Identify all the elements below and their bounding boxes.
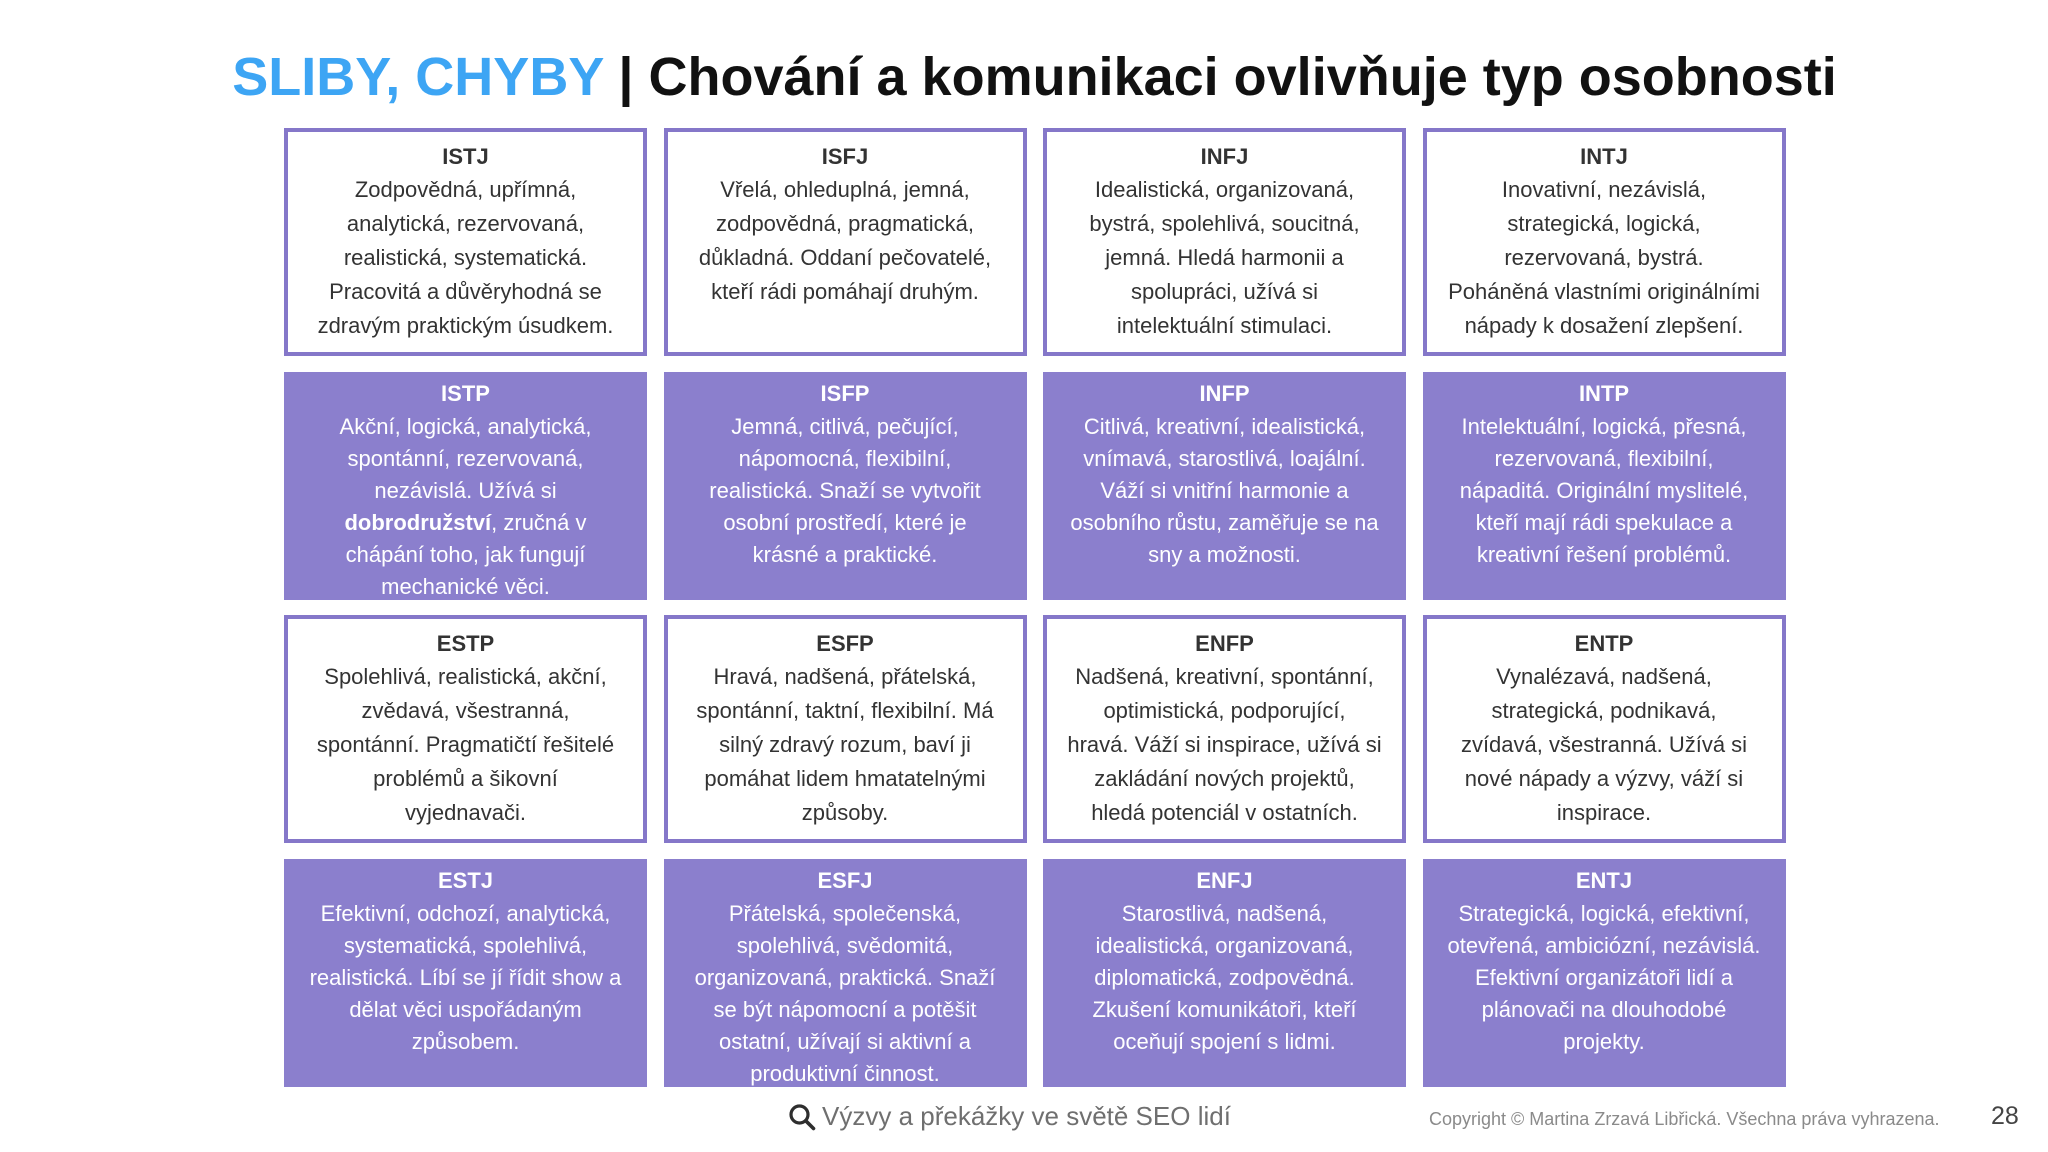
type-card-entj — [1423, 859, 1786, 1087]
card-description: Vynalézavá, nadšená, strategická, podnikavá, zvídavá, všestranná. Užívá si nové nápady a výzvy, váží si inspirace. — [1460, 664, 1748, 825]
card-type-label: ENTJ — [1575, 867, 1633, 893]
card-description: Hravá, nadšená, přátelská, spontánní, taktní, flexibilní. Má silný zdravý rozum, baví ji pomáhat lidem hmatatelnými způsoby. — [696, 664, 994, 825]
title-separator: | — [618, 47, 634, 107]
card-description: Idealistická, organizovaná, bystrá, spolehlivá, soucitná, jemná. Hledá harmonii a spolupráci, užívá si intelektuální stimulaci. — [1089, 177, 1360, 338]
type-card-istj — [284, 128, 647, 356]
type-card-infp — [1043, 372, 1406, 600]
card-type-label: INTJ — [1580, 144, 1628, 169]
type-card-isfj — [664, 128, 1027, 356]
card-type-label: INFJ — [1200, 144, 1249, 169]
card-type-label: ENFJ — [1196, 867, 1253, 893]
card-description: Intelektuální, logická, přesná, rezervovaná, flexibilní, nápaditá. Originální myslitelé, kteří mají rádi spekulace a kreativní řešení problémů. — [1459, 413, 1749, 567]
card-description-text: , zručná v chápání toho, jak fungují mechanické věci. — [345, 509, 587, 599]
card-type-label: INTP — [1578, 380, 1630, 406]
card-description: Zodpovědná, upřímná, analytická, rezervovaná, realistická, systematická. Pracovitá a důvěryhodná se zdravým praktickým úsudkem. — [317, 177, 614, 338]
card-type-label: ESFP — [816, 631, 874, 656]
card-type-label: ISTJ — [442, 144, 489, 169]
card-description: Přátelská, společenská, spolehlivá, svědomitá, organizovaná, praktická. Snaží se být nápomocní a potěšit ostatní, užívají si aktivní a produktivní činnost. — [694, 900, 996, 1086]
title-highlight: SLIBY, CHYBY — [232, 47, 604, 107]
card-description: Vřelá, ohleduplná, jemná, zodpovědná, pragmatická, důkladná. Oddaní pečovatelé, kteří rádi pomáhají druhým. — [698, 177, 992, 304]
card-description-emphasis: dobrodružství — [344, 509, 492, 535]
type-card-entp — [1423, 615, 1786, 843]
card-type-label: ENTP — [1574, 631, 1634, 656]
type-card-enfp — [1043, 615, 1406, 843]
card-type-label: ISFP — [820, 380, 870, 406]
type-card-istp — [284, 372, 647, 600]
card-description: Jemná, citlivá, pečující, nápomocná, flexibilní, realistická. Snaží se vytvořit osobní prostředí, které je krásné a praktické. — [709, 413, 981, 567]
title-text: Chování a komunikaci ovlivňuje typ osobnosti — [648, 47, 1837, 107]
card-description — [284, 411, 647, 603]
footer-tagline: Výzvy a překážky ve světě SEO lidí — [822, 1101, 1231, 1131]
type-card-isfp — [664, 372, 1027, 600]
card-description: Citlivá, kreativní, idealistická, vnímavá, starostlivá, loajální. Váží si vnitřní harmonie a osobního růstu, zaměřuje se na sny a možnosti. — [1070, 413, 1379, 567]
type-card-intj — [1423, 128, 1786, 356]
card-type-label: ESTJ — [437, 867, 494, 893]
type-card-intp — [1423, 372, 1786, 600]
slide-title — [215, 45, 1854, 109]
type-card-estp — [284, 615, 647, 843]
type-card-esfj — [664, 859, 1027, 1087]
type-card-enfj — [1043, 859, 1406, 1087]
card-type-label: ESFJ — [817, 867, 873, 893]
card-description-text: Akční, logická, analytická, spontánní, rezervovaná, nezávislá. Užívá si — [339, 413, 592, 503]
card-description: Efektivní, odchozí, analytická, systematická, spolehlivá, realistická. Líbí se jí řídit show a dělat věci uspořádaným způsobem. — [309, 900, 622, 1054]
card-type-label: ISFJ — [821, 144, 869, 169]
type-card-estj — [284, 859, 647, 1087]
card-type-label: INFP — [1199, 380, 1250, 406]
footer-copyright: Copyright © Martina Zrzavá Libřická. Všechna práva vyhrazena. — [1429, 1109, 1940, 1129]
card-type-label: ISTP — [441, 380, 490, 406]
card-description: Nadšená, kreativní, spontánní, optimistická, podporující, hravá. Váží si inspirace, užívá si zakládání nových projektů, hledá potenciál v ostatních. — [1067, 664, 1382, 825]
type-card-esfp — [664, 615, 1027, 843]
card-description: Strategická, logická, efektivní, otevřená, ambiciózní, nezávislá. Efektivní organizátoři lidí a plánovači na dlouhodobé projekty. — [1447, 900, 1761, 1054]
card-description: Spolehlivá, realistická, akční, zvědavá, všestranná, spontánní. Pragmatičtí řešitelé problémů a šikovní vyjednavači. — [316, 664, 615, 825]
card-type-label: ENFP — [1195, 631, 1254, 656]
card-description: Inovativní, nezávislá, strategická, logická, rezervovaná, bystrá. Poháněná vlastními originálními nápady k dosažení zlepšení. — [1448, 177, 1760, 338]
type-card-infj — [1043, 128, 1406, 356]
personality-type-grid — [284, 128, 1786, 1087]
card-type-label: ESTP — [436, 631, 495, 656]
page-number: 28 — [1991, 1102, 2019, 1130]
search-icon — [788, 1103, 816, 1131]
card-description: Starostlivá, nadšená, idealistická, organizovaná, diplomatická, zodpovědná. Zkušení komunikátoři, kteří oceňují spojení s lidmi. — [1092, 900, 1357, 1054]
